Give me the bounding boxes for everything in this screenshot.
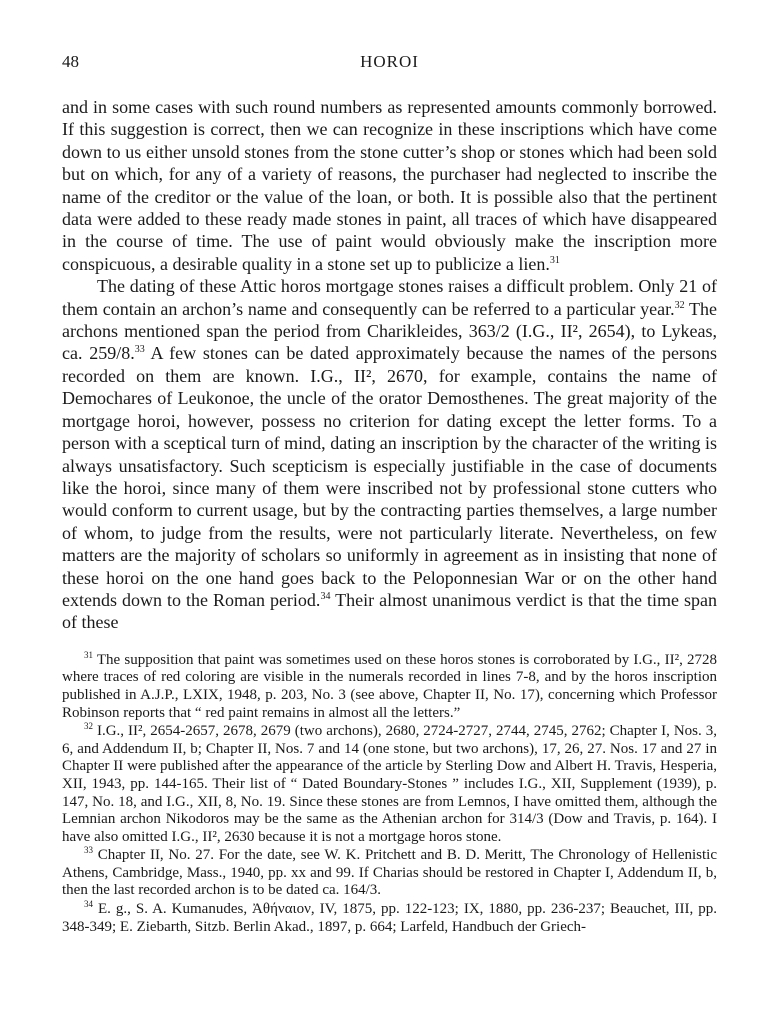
footnote-ref-32: 32	[674, 299, 685, 311]
footnote-number: 34	[84, 899, 93, 910]
paragraph-2-text-b: The archons mentioned span the period from Charikleides, 363/2 (I.G., II², 2654), to Lykeas, ca. 259/8.	[62, 298, 717, 364]
footnote-34	[62, 901, 717, 936]
footnote-text: Chapter II, No. 27. For the date, see W. K. Pritchett and B. D. Meritt, The Chronology of Hellenistic Athens, Cambridge, Mass., 1940, pp. xx and 99. If Charias should be restored in Chapter I, Addendum II, b, then the last recorded archon is to be dated ca. 164/3.	[62, 847, 718, 899]
paragraph-2-text-c: A few stones can be dated approximately because the names of the persons recorded on them are known. I.G., II², 2670, for example, contains the name of Demochares of Leukonoe, the uncle of the orator Demosthenes. The great majority of the mortgage horoi, however, possess no criterion for dating except the letter forms. To a person with a sceptical turn of mind, dating an inscription by the character of the writing is always unsatisfactory. Such scepticism is especially justifiable in the case of documents like the horoi, since many of them were inscribed not by professional stone cutters who would conform to current usage, but by the contracting parties themselves, a large number of whom, to judge from the results, were not particularly literate. Nevertheless, on few matters are the majority of scholars so uniformly in agreement as in insisting that none of these horoi on the one hand goes back to the Peloponnesian War or on the other hand extends down to the Roman period.	[62, 343, 718, 610]
footnote-32	[62, 723, 717, 846]
footnote-33	[62, 847, 717, 900]
footnote-text: E. g., S. A. Kumanudes, Ἀθήναιον, IV, 1875, pp. 122-123; IX, 1880, pp. 236-237; Beauchet, III, pp. 348-349; E. Ziebarth, Sitzb. Berlin Akad., 1897, p. 664; Larfeld, Handbuch der Griech-	[62, 901, 717, 935]
paragraph-1-text: and in some cases with such round numbers as represented amounts commonly borrowed. If this suggestion is correct, then we can recognize in these inscriptions which have come down to us either unsold stones from the stone cutter’s shop or stones which had been sold but on which, for any of a variety of reasons, the purchaser had neglected to inscribe the name of the creditor or the value of the loan, or both. It is possible also that the pertinent data were added to these ready made stones in paint, all traces of which have disappeared in the course of time. The use of paint would obviously make the inscription more conspicuous, a desirable quality in a stone set up to publicize a lien.	[62, 97, 717, 274]
paragraph-2-text-d: Their almost unanimous verdict is that the time span of these	[62, 589, 717, 633]
page	[62, 0, 717, 937]
footnotes	[62, 649, 718, 937]
body-text	[62, 96, 717, 634]
running-head: HOROI	[360, 52, 419, 71]
footnote-number: 32	[84, 721, 93, 732]
page-number: 48	[62, 52, 79, 71]
footnote-number: 33	[84, 845, 93, 856]
footnote-31	[62, 649, 717, 722]
paragraph-2-text-a: The dating of these Attic horos mortgage stones raises a difficult problem. Only 21 of them contain an archon’s name and consequently can be referred to a particular year.	[62, 276, 717, 319]
footnote-text: I.G., II², 2654-2657, 2678, 2679 (two archons), 2680, 2724-2727, 2744, 2745, 2762; Chapter I, Nos. 3, 6, and Addendum II, b; Chapter II, Nos. 7 and 14 (one stone, but two archons), 17, 26, 27. Nos. 17 and 27 in Chapter II were published after the appearance of the article by Sterling Dow and Albert H. Travis, Hesperia, XII, 1943, pp. 144-165. Their list of “ Dated Boundary-Stones ” includes I.G., XII, Supplement (1939), p. 147, No. 18, and I.G., XII, 8, No. 19. Since these stones are from Lemnos, I have omitted them, although the Lemnian archon Nikodoros may be the same as the Athenian archon for 314/3 (Dow and Travis, p. 164). I have also omitted I.G., II², 2630 because it is not a mortgage horos stone.	[62, 723, 717, 845]
footnote-text: The supposition that paint was sometimes used on these horos stones is corroborated by I.G., II², 2728 where traces of red coloring are visible in the numerals recorded in lines 7-8, and by the horos inscription published in A.J.P., LXIX, 1948, p. 203, No. 3 (see above, Chapter II, No. 17), concerning which Professor Robinson reports that “ red paint remains in almost all the letters.”	[62, 651, 717, 721]
footnote-number: 31	[84, 649, 93, 660]
page-header	[62, 52, 717, 92]
paragraph-1	[62, 96, 717, 275]
footnote-ref-33: 33	[134, 344, 145, 356]
paragraph-2	[62, 275, 717, 634]
footnote-ref-34: 34	[320, 590, 331, 602]
footnote-ref-31: 31	[549, 254, 560, 266]
